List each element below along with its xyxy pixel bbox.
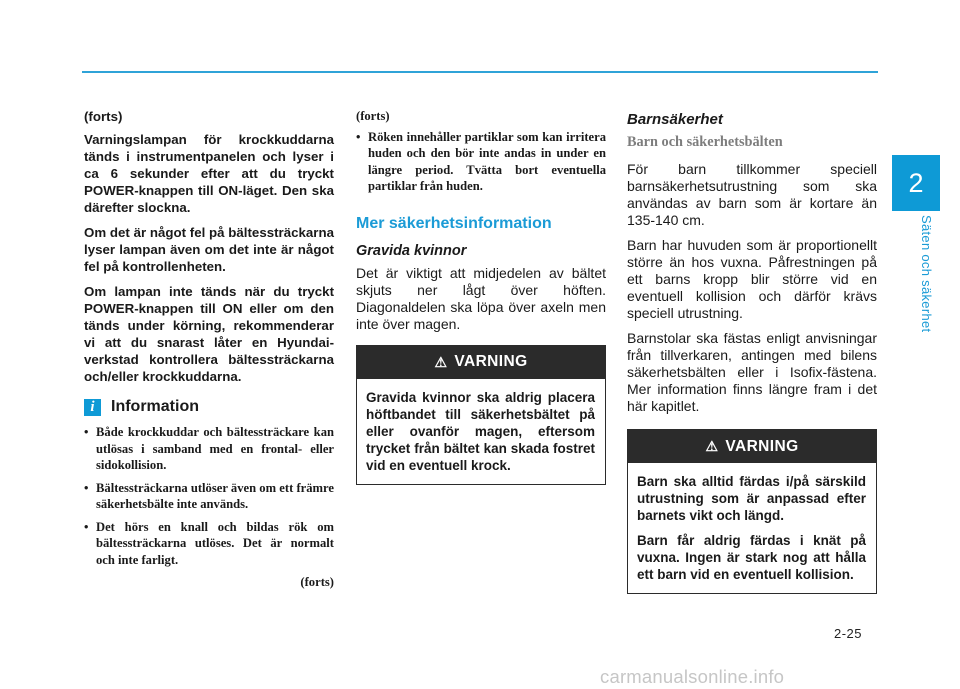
right-column <box>627 108 877 594</box>
pregnant-paragraph: Det är viktigt att midjedelen av bältet skjuts ner lågt över höften. Diagonaldelen ska löpa över axeln men inte över magen. <box>356 264 606 332</box>
pretensioner-fault-paragraph: Om det är något fel på bältessträckarna lyser lampan även om det inte är något fel på kontrollenheten. <box>84 225 334 274</box>
warning-title: VARNING <box>454 353 528 370</box>
chapter-title: Säten och säkerhet <box>919 215 934 333</box>
warning-text: Barn får aldrig färdas i knät på vuxna. Ingen är stark nog att hålla ett barn vid en eventuell kollision. <box>637 533 866 582</box>
forts-bottom-left: (forts) <box>300 575 334 589</box>
warning-box-children <box>627 429 877 594</box>
info-icon: i <box>84 399 101 416</box>
warning-header <box>357 346 605 379</box>
watermark: carmanualsonline.info <box>600 666 785 687</box>
lamp-not-lit-paragraph: Om lampan inte tänds när du tryckt POWER-knappen till ON eller om den tänds under körning, rekommenderar vi att du snarast låter en Hyundai-verkstad kontrollera bältessträckarna och/eller krockkuddarna. <box>84 284 334 384</box>
information-list <box>84 424 334 568</box>
chapter-number: 2 <box>908 167 924 198</box>
section-heading-child-safety: Barnsäkerhet <box>627 111 723 128</box>
left-column <box>84 108 334 591</box>
forts-top-left: (forts) <box>84 109 123 124</box>
warning-box-pregnant <box>356 345 606 485</box>
child-paragraph-3: Barnstolar ska fästas enligt anvisningar från tillverkaren, antingen med bilens säkerhetsbälten eller i Isofix-fästena. Mer information finns längre fram i det här kapitlet. <box>627 330 877 414</box>
child-paragraph-1: För barn tillkommer speciell barnsäkerhetsutrustning som ska användas av barn som är kortare än 135-140 cm. <box>627 161 877 228</box>
airbag-lamp-paragraph: Varningslampan för krockkuddarna tänds i instrumentpanelen och lyser i ca 6 sekunder efter att du tryckt POWER-knappen till ON-läget. Den ska därefter slockna. <box>84 132 334 215</box>
chapter-number-tab <box>892 155 940 211</box>
list-item: • Röken innehåller partiklar som kan irritera huden och den bör inte andas in under en längre period. Tvätta bort eventuella partiklar från huden. <box>356 129 606 195</box>
warning-text: Gravida kvinnor ska aldrig placera höftbandet till säkerhetsbältet på eller ovanför magen, eftersom trycket från bältet kan skada fostret vid en eventuell krock. <box>366 389 595 473</box>
warning-text: Barn ska alltid färdas i/på särskild utrustning som är anpassad efter barnets vikt och längd. <box>637 474 866 523</box>
subheading-child-belts: Barn och säkerhetsbälten <box>627 134 783 150</box>
warning-body <box>628 463 876 593</box>
list-item: • Bältessträckarna utlöser även om ett främre säkerhetsbälte inte används. <box>84 480 334 513</box>
child-paragraph-2: Barn har huvuden som är proportionellt större än hos vuxna. Påfrestningen på ett barns kropp blir större vid en eventuell kollision och därför krävs speciell utrustning. <box>627 237 877 321</box>
page-number: 2-25 <box>834 626 863 641</box>
information-heading <box>84 398 334 416</box>
list-item: • Det hörs en knall och bildas rök om bältessträckarna utlöses. Det är normalt och inte farligt. <box>84 519 334 569</box>
warning-body <box>357 379 605 484</box>
smoke-list <box>356 129 606 195</box>
warning-triangle-icon: ⚠ <box>705 438 719 454</box>
warning-header <box>628 430 876 463</box>
subheading-pregnant-women: Gravida kvinnor <box>356 242 467 259</box>
header-rule <box>82 71 878 73</box>
list-item: • Både krockkuddar och bältessträckare kan utlösas i samband med en frontal- eller sidokollision. <box>84 424 334 474</box>
section-heading-safety-info: Mer säkerhetsinformation <box>356 214 552 232</box>
warning-title: VARNING <box>725 437 799 455</box>
middle-column <box>356 108 606 485</box>
warning-triangle-icon: ⚠ <box>434 353 448 370</box>
information-title: Information <box>111 398 199 415</box>
forts-top-middle: (forts) <box>356 109 390 123</box>
